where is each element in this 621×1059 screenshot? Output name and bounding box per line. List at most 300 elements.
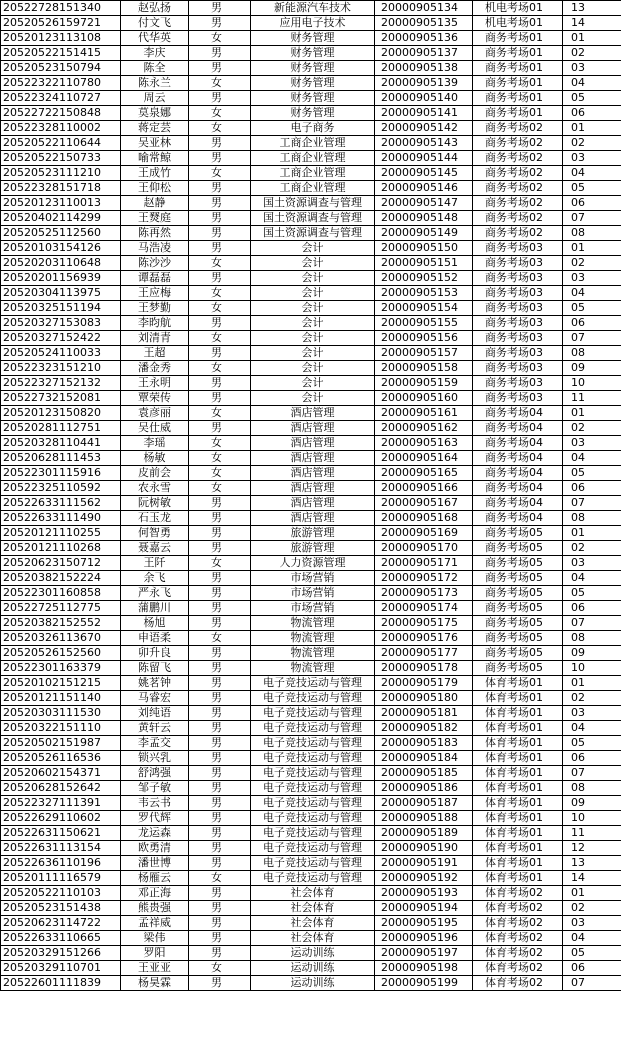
gender-cell: 女 [189, 481, 251, 496]
exam-number-cell: 20000905186 [375, 781, 473, 796]
exam-room-cell: 商务考场04 [473, 436, 563, 451]
student-name-cell: 陈全 [121, 61, 189, 76]
table-row [1, 616, 621, 631]
major-cell: 电子竞技运动与管理 [251, 841, 375, 856]
student-name-cell: 陈永兰 [121, 76, 189, 91]
major-cell: 工商企业管理 [251, 136, 375, 151]
student-name-cell: 谭磊磊 [121, 271, 189, 286]
gender-cell: 女 [189, 121, 251, 136]
student-name-cell: 代华英 [121, 31, 189, 46]
gender-cell: 男 [189, 91, 251, 106]
gender-cell: 男 [189, 781, 251, 796]
gender-cell: 男 [189, 61, 251, 76]
major-cell: 会计 [251, 286, 375, 301]
candidate-id-cell: 20522301115916 [1, 466, 121, 481]
major-cell: 电子竞技运动与管理 [251, 826, 375, 841]
seat-number-cell: 02 [563, 691, 621, 706]
major-cell: 电子商务 [251, 121, 375, 136]
exam-room-cell: 商务考场03 [473, 271, 563, 286]
student-name-cell: 龙运森 [121, 826, 189, 841]
exam-number-cell: 20000905189 [375, 826, 473, 841]
seat-number-cell: 08 [563, 226, 621, 241]
seat-number-cell: 01 [563, 241, 621, 256]
candidate-id-cell: 20520304113975 [1, 286, 121, 301]
candidate-id-cell: 20520201156939 [1, 271, 121, 286]
seat-number-cell: 07 [563, 976, 621, 991]
candidate-id-cell: 20520103154126 [1, 241, 121, 256]
exam-number-cell: 20000905163 [375, 436, 473, 451]
seat-number-cell: 13 [563, 1, 621, 16]
exam-room-cell: 体育考场02 [473, 976, 563, 991]
gender-cell: 男 [189, 316, 251, 331]
major-cell: 电子竞技运动与管理 [251, 781, 375, 796]
table-row [1, 556, 621, 571]
gender-cell: 男 [189, 601, 251, 616]
major-cell: 社会体育 [251, 901, 375, 916]
gender-cell: 女 [189, 331, 251, 346]
exam-room-cell: 商务考场05 [473, 616, 563, 631]
exam-room-cell: 商务考场02 [473, 196, 563, 211]
candidate-id-cell: 20520123113108 [1, 31, 121, 46]
gender-cell: 男 [189, 496, 251, 511]
candidate-id-cell: 20520525112560 [1, 226, 121, 241]
table-row [1, 451, 621, 466]
major-cell: 旅游管理 [251, 526, 375, 541]
student-name-cell: 马睿宏 [121, 691, 189, 706]
exam-room-cell: 商务考场02 [473, 181, 563, 196]
table-row [1, 256, 621, 271]
table-row [1, 646, 621, 661]
table-row [1, 166, 621, 181]
major-cell: 国土资源调查与管理 [251, 226, 375, 241]
major-cell: 电子竞技运动与管理 [251, 691, 375, 706]
student-name-cell: 杨敏 [121, 451, 189, 466]
table-row [1, 181, 621, 196]
exam-number-cell: 20000905194 [375, 901, 473, 916]
gender-cell: 女 [189, 556, 251, 571]
candidate-id-cell: 20520522150733 [1, 151, 121, 166]
gender-cell: 男 [189, 856, 251, 871]
student-name-cell: 严永飞 [121, 586, 189, 601]
major-cell: 酒店管理 [251, 481, 375, 496]
exam-number-cell: 20000905154 [375, 301, 473, 316]
seat-number-cell: 07 [563, 211, 621, 226]
gender-cell: 男 [189, 46, 251, 61]
table-row [1, 886, 621, 901]
seat-number-cell: 04 [563, 76, 621, 91]
student-name-cell: 王梦勤 [121, 301, 189, 316]
seat-number-cell: 07 [563, 766, 621, 781]
seat-number-cell: 02 [563, 256, 621, 271]
candidate-id-cell: 20520382152224 [1, 571, 121, 586]
table-row [1, 916, 621, 931]
table-row [1, 511, 621, 526]
student-name-cell: 潘世博 [121, 856, 189, 871]
student-name-cell: 刘清青 [121, 331, 189, 346]
exam-number-cell: 20000905134 [375, 1, 473, 16]
table-row [1, 61, 621, 76]
seat-number-cell: 10 [563, 661, 621, 676]
candidate-id-cell: 20520602154371 [1, 766, 121, 781]
candidate-id-cell: 20520203110648 [1, 256, 121, 271]
major-cell: 电子竞技运动与管理 [251, 721, 375, 736]
major-cell: 物流管理 [251, 646, 375, 661]
major-cell: 会计 [251, 376, 375, 391]
exam-room-cell: 商务考场03 [473, 331, 563, 346]
exam-number-cell: 20000905165 [375, 466, 473, 481]
table-row [1, 106, 621, 121]
gender-cell: 男 [189, 706, 251, 721]
gender-cell: 女 [189, 451, 251, 466]
student-name-cell: 锁兴乳 [121, 751, 189, 766]
gender-cell: 男 [189, 376, 251, 391]
exam-number-cell: 20000905158 [375, 361, 473, 376]
exam-room-cell: 商务考场04 [473, 481, 563, 496]
seat-number-cell: 05 [563, 586, 621, 601]
exam-number-cell: 20000905168 [375, 511, 473, 526]
table-row [1, 601, 621, 616]
exam-number-cell: 20000905196 [375, 931, 473, 946]
gender-cell: 男 [189, 1, 251, 16]
gender-cell: 女 [189, 166, 251, 181]
gender-cell: 男 [189, 946, 251, 961]
exam-room-cell: 机电考场01 [473, 1, 563, 16]
exam-room-cell: 商务考场02 [473, 136, 563, 151]
table-row [1, 856, 621, 871]
exam-number-cell: 20000905177 [375, 646, 473, 661]
candidate-id-cell: 20522728151340 [1, 1, 121, 16]
exam-number-cell: 20000905159 [375, 376, 473, 391]
table-row [1, 406, 621, 421]
major-cell: 电子竞技运动与管理 [251, 766, 375, 781]
seat-number-cell: 08 [563, 346, 621, 361]
major-cell: 应用电子技术 [251, 16, 375, 31]
gender-cell: 男 [189, 976, 251, 991]
exam-room-cell: 商务考场01 [473, 91, 563, 106]
seat-number-cell: 04 [563, 721, 621, 736]
student-name-cell: 王亚亚 [121, 961, 189, 976]
exam-number-cell: 20000905175 [375, 616, 473, 631]
gender-cell: 男 [189, 901, 251, 916]
gender-cell: 男 [189, 841, 251, 856]
exam-room-cell: 商务考场01 [473, 46, 563, 61]
exam-room-cell: 商务考场02 [473, 211, 563, 226]
table-row [1, 481, 621, 496]
seat-number-cell: 07 [563, 331, 621, 346]
major-cell: 工商企业管理 [251, 166, 375, 181]
table-row [1, 946, 621, 961]
exam-room-cell: 商务考场04 [473, 511, 563, 526]
table-row [1, 661, 621, 676]
exam-number-cell: 20000905150 [375, 241, 473, 256]
candidate-id-cell: 20520502151987 [1, 736, 121, 751]
exam-number-cell: 20000905167 [375, 496, 473, 511]
student-name-cell: 吴仕威 [121, 421, 189, 436]
exam-number-cell: 20000905190 [375, 841, 473, 856]
exam-number-cell: 20000905143 [375, 136, 473, 151]
table-row [1, 76, 621, 91]
student-name-cell: 李昀航 [121, 316, 189, 331]
exam-room-cell: 商务考场05 [473, 541, 563, 556]
table-row [1, 676, 621, 691]
exam-number-cell: 20000905136 [375, 31, 473, 46]
table-row [1, 796, 621, 811]
major-cell: 财务管理 [251, 31, 375, 46]
student-name-cell: 李孟交 [121, 736, 189, 751]
seat-number-cell: 04 [563, 286, 621, 301]
seat-number-cell: 09 [563, 796, 621, 811]
candidate-id-cell: 20520526152560 [1, 646, 121, 661]
major-cell: 财务管理 [251, 46, 375, 61]
gender-cell: 男 [189, 646, 251, 661]
major-cell: 运动训练 [251, 946, 375, 961]
seat-number-cell: 01 [563, 526, 621, 541]
exam-number-cell: 20000905197 [375, 946, 473, 961]
candidate-id-cell: 20520111116579 [1, 871, 121, 886]
exam-room-cell: 体育考场01 [473, 751, 563, 766]
table-row [1, 1, 621, 16]
student-name-cell: 杨雁云 [121, 871, 189, 886]
table-row [1, 241, 621, 256]
exam-number-cell: 20000905135 [375, 16, 473, 31]
exam-number-cell: 20000905178 [375, 661, 473, 676]
exam-room-cell: 商务考场03 [473, 316, 563, 331]
gender-cell: 男 [189, 661, 251, 676]
candidate-id-cell: 20520327152422 [1, 331, 121, 346]
student-name-cell: 覃荣传 [121, 391, 189, 406]
exam-room-cell: 商务考场01 [473, 76, 563, 91]
gender-cell: 女 [189, 871, 251, 886]
student-name-cell: 王永明 [121, 376, 189, 391]
exam-room-cell: 体育考场02 [473, 886, 563, 901]
exam-number-cell: 20000905156 [375, 331, 473, 346]
candidate-id-cell: 20520526159721 [1, 16, 121, 31]
gender-cell: 男 [189, 181, 251, 196]
seat-number-cell: 09 [563, 646, 621, 661]
gender-cell: 女 [189, 301, 251, 316]
seat-number-cell: 03 [563, 436, 621, 451]
table-row [1, 331, 621, 346]
exam-room-cell: 体育考场01 [473, 841, 563, 856]
gender-cell: 男 [189, 811, 251, 826]
table-row [1, 526, 621, 541]
major-cell: 酒店管理 [251, 421, 375, 436]
exam-room-cell: 商务考场03 [473, 376, 563, 391]
candidate-id-cell: 20520303111530 [1, 706, 121, 721]
candidate-id-cell: 20520121110255 [1, 526, 121, 541]
student-name-cell: 韦云书 [121, 796, 189, 811]
seat-number-cell: 10 [563, 376, 621, 391]
major-cell: 财务管理 [251, 106, 375, 121]
seat-number-cell: 14 [563, 16, 621, 31]
candidate-id-cell: 20522323151210 [1, 361, 121, 376]
gender-cell: 男 [189, 586, 251, 601]
table-row [1, 826, 621, 841]
seat-number-cell: 08 [563, 631, 621, 646]
candidate-id-cell: 20520623114722 [1, 916, 121, 931]
exam-room-cell: 商务考场01 [473, 31, 563, 46]
student-name-cell: 邹子敏 [121, 781, 189, 796]
gender-cell: 男 [189, 916, 251, 931]
table-row [1, 361, 621, 376]
exam-room-cell: 体育考场01 [473, 691, 563, 706]
seat-number-cell: 06 [563, 961, 621, 976]
gender-cell: 男 [189, 421, 251, 436]
table-row [1, 751, 621, 766]
seat-number-cell: 11 [563, 826, 621, 841]
major-cell: 工商企业管理 [251, 181, 375, 196]
gender-cell: 女 [189, 466, 251, 481]
table-row [1, 466, 621, 481]
exam-room-cell: 商务考场01 [473, 61, 563, 76]
exam-room-cell: 体育考场01 [473, 676, 563, 691]
table-row [1, 436, 621, 451]
student-name-cell: 卯升良 [121, 646, 189, 661]
table-row [1, 586, 621, 601]
student-name-cell: 杨昊霖 [121, 976, 189, 991]
major-cell: 电子竞技运动与管理 [251, 751, 375, 766]
student-name-cell: 刘纯语 [121, 706, 189, 721]
gender-cell: 男 [189, 571, 251, 586]
exam-number-cell: 20000905164 [375, 451, 473, 466]
gender-cell: 男 [189, 931, 251, 946]
seat-number-cell: 11 [563, 391, 621, 406]
table-row [1, 811, 621, 826]
exam-room-cell: 体育考场01 [473, 736, 563, 751]
exam-number-cell: 20000905148 [375, 211, 473, 226]
student-name-cell: 阮树敏 [121, 496, 189, 511]
exam-number-cell: 20000905140 [375, 91, 473, 106]
seat-number-cell: 03 [563, 61, 621, 76]
exam-room-cell: 商务考场05 [473, 646, 563, 661]
candidate-id-cell: 20520322151110 [1, 721, 121, 736]
major-cell: 工商企业管理 [251, 151, 375, 166]
exam-room-cell: 体育考场02 [473, 916, 563, 931]
major-cell: 会计 [251, 241, 375, 256]
major-cell: 运动训练 [251, 961, 375, 976]
major-cell: 财务管理 [251, 91, 375, 106]
student-name-cell: 申语柔 [121, 631, 189, 646]
candidate-id-cell: 20522301163379 [1, 661, 121, 676]
exam-number-cell: 20000905152 [375, 271, 473, 286]
candidate-id-cell: 20522725112775 [1, 601, 121, 616]
candidate-id-cell: 20520522151415 [1, 46, 121, 61]
gender-cell: 女 [189, 106, 251, 121]
seat-number-cell: 06 [563, 316, 621, 331]
candidate-id-cell: 20520123150820 [1, 406, 121, 421]
gender-cell: 男 [189, 241, 251, 256]
gender-cell: 男 [189, 751, 251, 766]
student-name-cell: 袁彦丽 [121, 406, 189, 421]
candidate-id-cell: 20522633111562 [1, 496, 121, 511]
major-cell: 国土资源调查与管理 [251, 196, 375, 211]
candidate-id-cell: 20522633111490 [1, 511, 121, 526]
gender-cell: 男 [189, 541, 251, 556]
major-cell: 电子竞技运动与管理 [251, 736, 375, 751]
exam-number-cell: 20000905176 [375, 631, 473, 646]
major-cell: 会计 [251, 361, 375, 376]
exam-room-cell: 机电考场01 [473, 16, 563, 31]
major-cell: 会计 [251, 331, 375, 346]
exam-number-cell: 20000905185 [375, 766, 473, 781]
gender-cell: 男 [189, 211, 251, 226]
student-name-cell: 王燹庭 [121, 211, 189, 226]
seat-number-cell: 06 [563, 106, 621, 121]
seat-number-cell: 04 [563, 571, 621, 586]
student-name-cell: 陈沙沙 [121, 256, 189, 271]
seat-number-cell: 03 [563, 706, 621, 721]
exam-room-cell: 商务考场03 [473, 361, 563, 376]
table-row [1, 31, 621, 46]
table-row [1, 901, 621, 916]
exam-room-cell: 商务考场04 [473, 406, 563, 421]
major-cell: 社会体育 [251, 931, 375, 946]
major-cell: 市场营销 [251, 601, 375, 616]
candidate-id-cell: 20520102151215 [1, 676, 121, 691]
major-cell: 社会体育 [251, 886, 375, 901]
table-row [1, 736, 621, 751]
exam-number-cell: 20000905157 [375, 346, 473, 361]
table-row [1, 871, 621, 886]
seat-number-cell: 10 [563, 811, 621, 826]
exam-room-cell: 体育考场01 [473, 856, 563, 871]
exam-room-cell: 商务考场04 [473, 466, 563, 481]
seat-number-cell: 05 [563, 736, 621, 751]
exam-roster-body [1, 1, 621, 991]
exam-number-cell: 20000905184 [375, 751, 473, 766]
seat-number-cell: 04 [563, 166, 621, 181]
exam-number-cell: 20000905153 [375, 286, 473, 301]
exam-room-cell: 体育考场01 [473, 796, 563, 811]
seat-number-cell: 02 [563, 421, 621, 436]
candidate-id-cell: 20520628111453 [1, 451, 121, 466]
table-row [1, 571, 621, 586]
exam-number-cell: 20000905188 [375, 811, 473, 826]
gender-cell: 男 [189, 346, 251, 361]
student-name-cell: 农永雪 [121, 481, 189, 496]
table-row [1, 151, 621, 166]
exam-room-cell: 商务考场02 [473, 166, 563, 181]
candidate-id-cell: 20520325151194 [1, 301, 121, 316]
candidate-id-cell: 20520402114299 [1, 211, 121, 226]
gender-cell: 男 [189, 271, 251, 286]
candidate-id-cell: 20520123110013 [1, 196, 121, 211]
major-cell: 电子竞技运动与管理 [251, 871, 375, 886]
exam-room-cell: 商务考场05 [473, 601, 563, 616]
table-row [1, 211, 621, 226]
candidate-id-cell: 20522324110727 [1, 91, 121, 106]
candidate-id-cell: 20520281112751 [1, 421, 121, 436]
candidate-id-cell: 20520524110033 [1, 346, 121, 361]
table-row [1, 931, 621, 946]
table-row [1, 46, 621, 61]
table-row [1, 376, 621, 391]
exam-room-cell: 体育考场01 [473, 811, 563, 826]
exam-number-cell: 20000905144 [375, 151, 473, 166]
seat-number-cell: 03 [563, 151, 621, 166]
exam-number-cell: 20000905195 [375, 916, 473, 931]
candidate-id-cell: 20522633110665 [1, 931, 121, 946]
candidate-id-cell: 20520628152642 [1, 781, 121, 796]
exam-room-cell: 体育考场01 [473, 871, 563, 886]
exam-room-cell: 商务考场04 [473, 496, 563, 511]
major-cell: 会计 [251, 271, 375, 286]
student-name-cell: 何智勇 [121, 526, 189, 541]
gender-cell: 女 [189, 436, 251, 451]
table-row [1, 841, 621, 856]
seat-number-cell: 03 [563, 271, 621, 286]
seat-number-cell: 05 [563, 466, 621, 481]
